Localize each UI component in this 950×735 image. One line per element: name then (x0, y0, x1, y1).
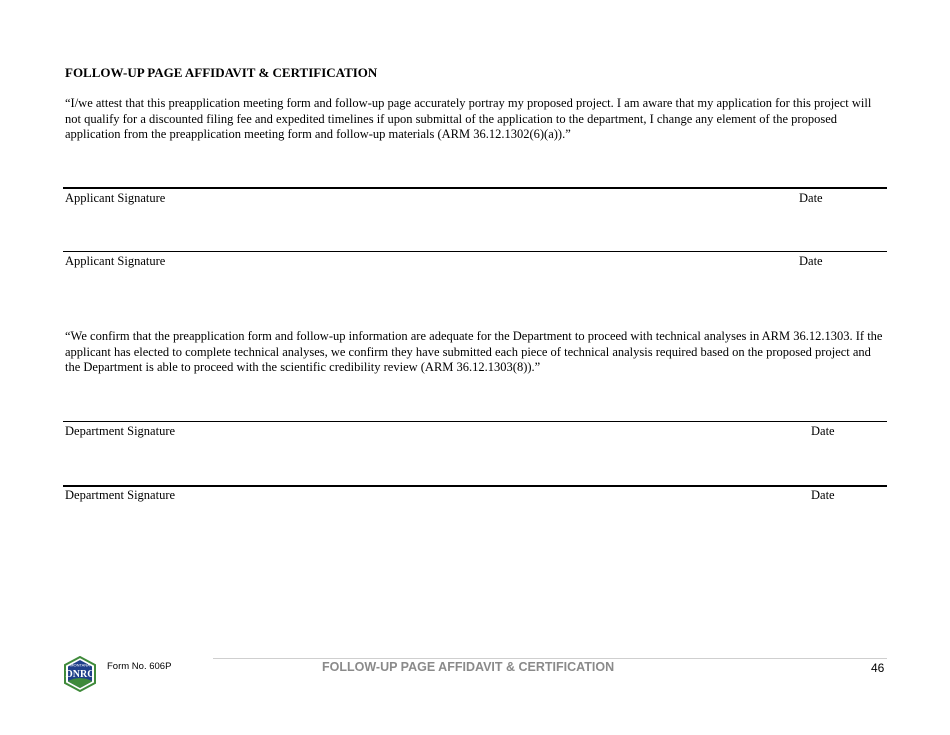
department-confirmation-statement: “We confirm that the preapplication form and follow-up information are adequate for the Department to proceed with technical analyses in ARM 36.12.1303. If the applicant has elected to complete technical analyses, we confirm they have submitted each piece of technical analysis required based on the proposed project and the Department is able to proceed with the scientific credibility review (ARM 36.12.1303(8)).” (65, 329, 883, 374)
page-number: 46 (871, 661, 885, 675)
applicant-signature-label-1: Applicant Signature (65, 191, 166, 205)
department-signature-label-2: Department Signature (65, 488, 176, 502)
form-number: Form No. 606P (107, 661, 172, 672)
department-date-label-1: Date (811, 424, 835, 438)
footer-divider (213, 658, 887, 659)
applicant-date-label-1: Date (799, 191, 823, 205)
logo-top-text: MONTANA (70, 662, 90, 668)
applicant-signature-line-1[interactable] (63, 187, 887, 189)
applicant-signature-label-2: Applicant Signature (65, 254, 166, 268)
footer-title: FOLLOW-UP PAGE AFFIDAVIT & CERTIFICATION (322, 660, 615, 674)
department-signature-line-1[interactable] (63, 421, 887, 422)
applicant-attestation-statement: “I/we attest that this preapplication meeting form and follow-up page accurately portray my proposed project. I am aware that my application for this project will not qualify for a discounted filing fee and expedited timelines if upon submittal of the application to the department, I change any element of the proposed application from the preapplication meeting form and follow-up materials (ARM 36.12.1302(6)(a)).” (65, 96, 872, 141)
department-signature-label-1: Department Signature (65, 424, 176, 438)
logo-text: DNRC (65, 669, 95, 680)
department-date-label-2: Date (811, 488, 835, 502)
applicant-date-label-2: Date (799, 254, 823, 268)
dnrc-logo-icon (62, 656, 98, 692)
applicant-signature-line-2[interactable] (63, 251, 887, 252)
department-signature-line-2[interactable] (63, 485, 887, 487)
section-title: FOLLOW-UP PAGE AFFIDAVIT & CERTIFICATION (65, 65, 378, 80)
